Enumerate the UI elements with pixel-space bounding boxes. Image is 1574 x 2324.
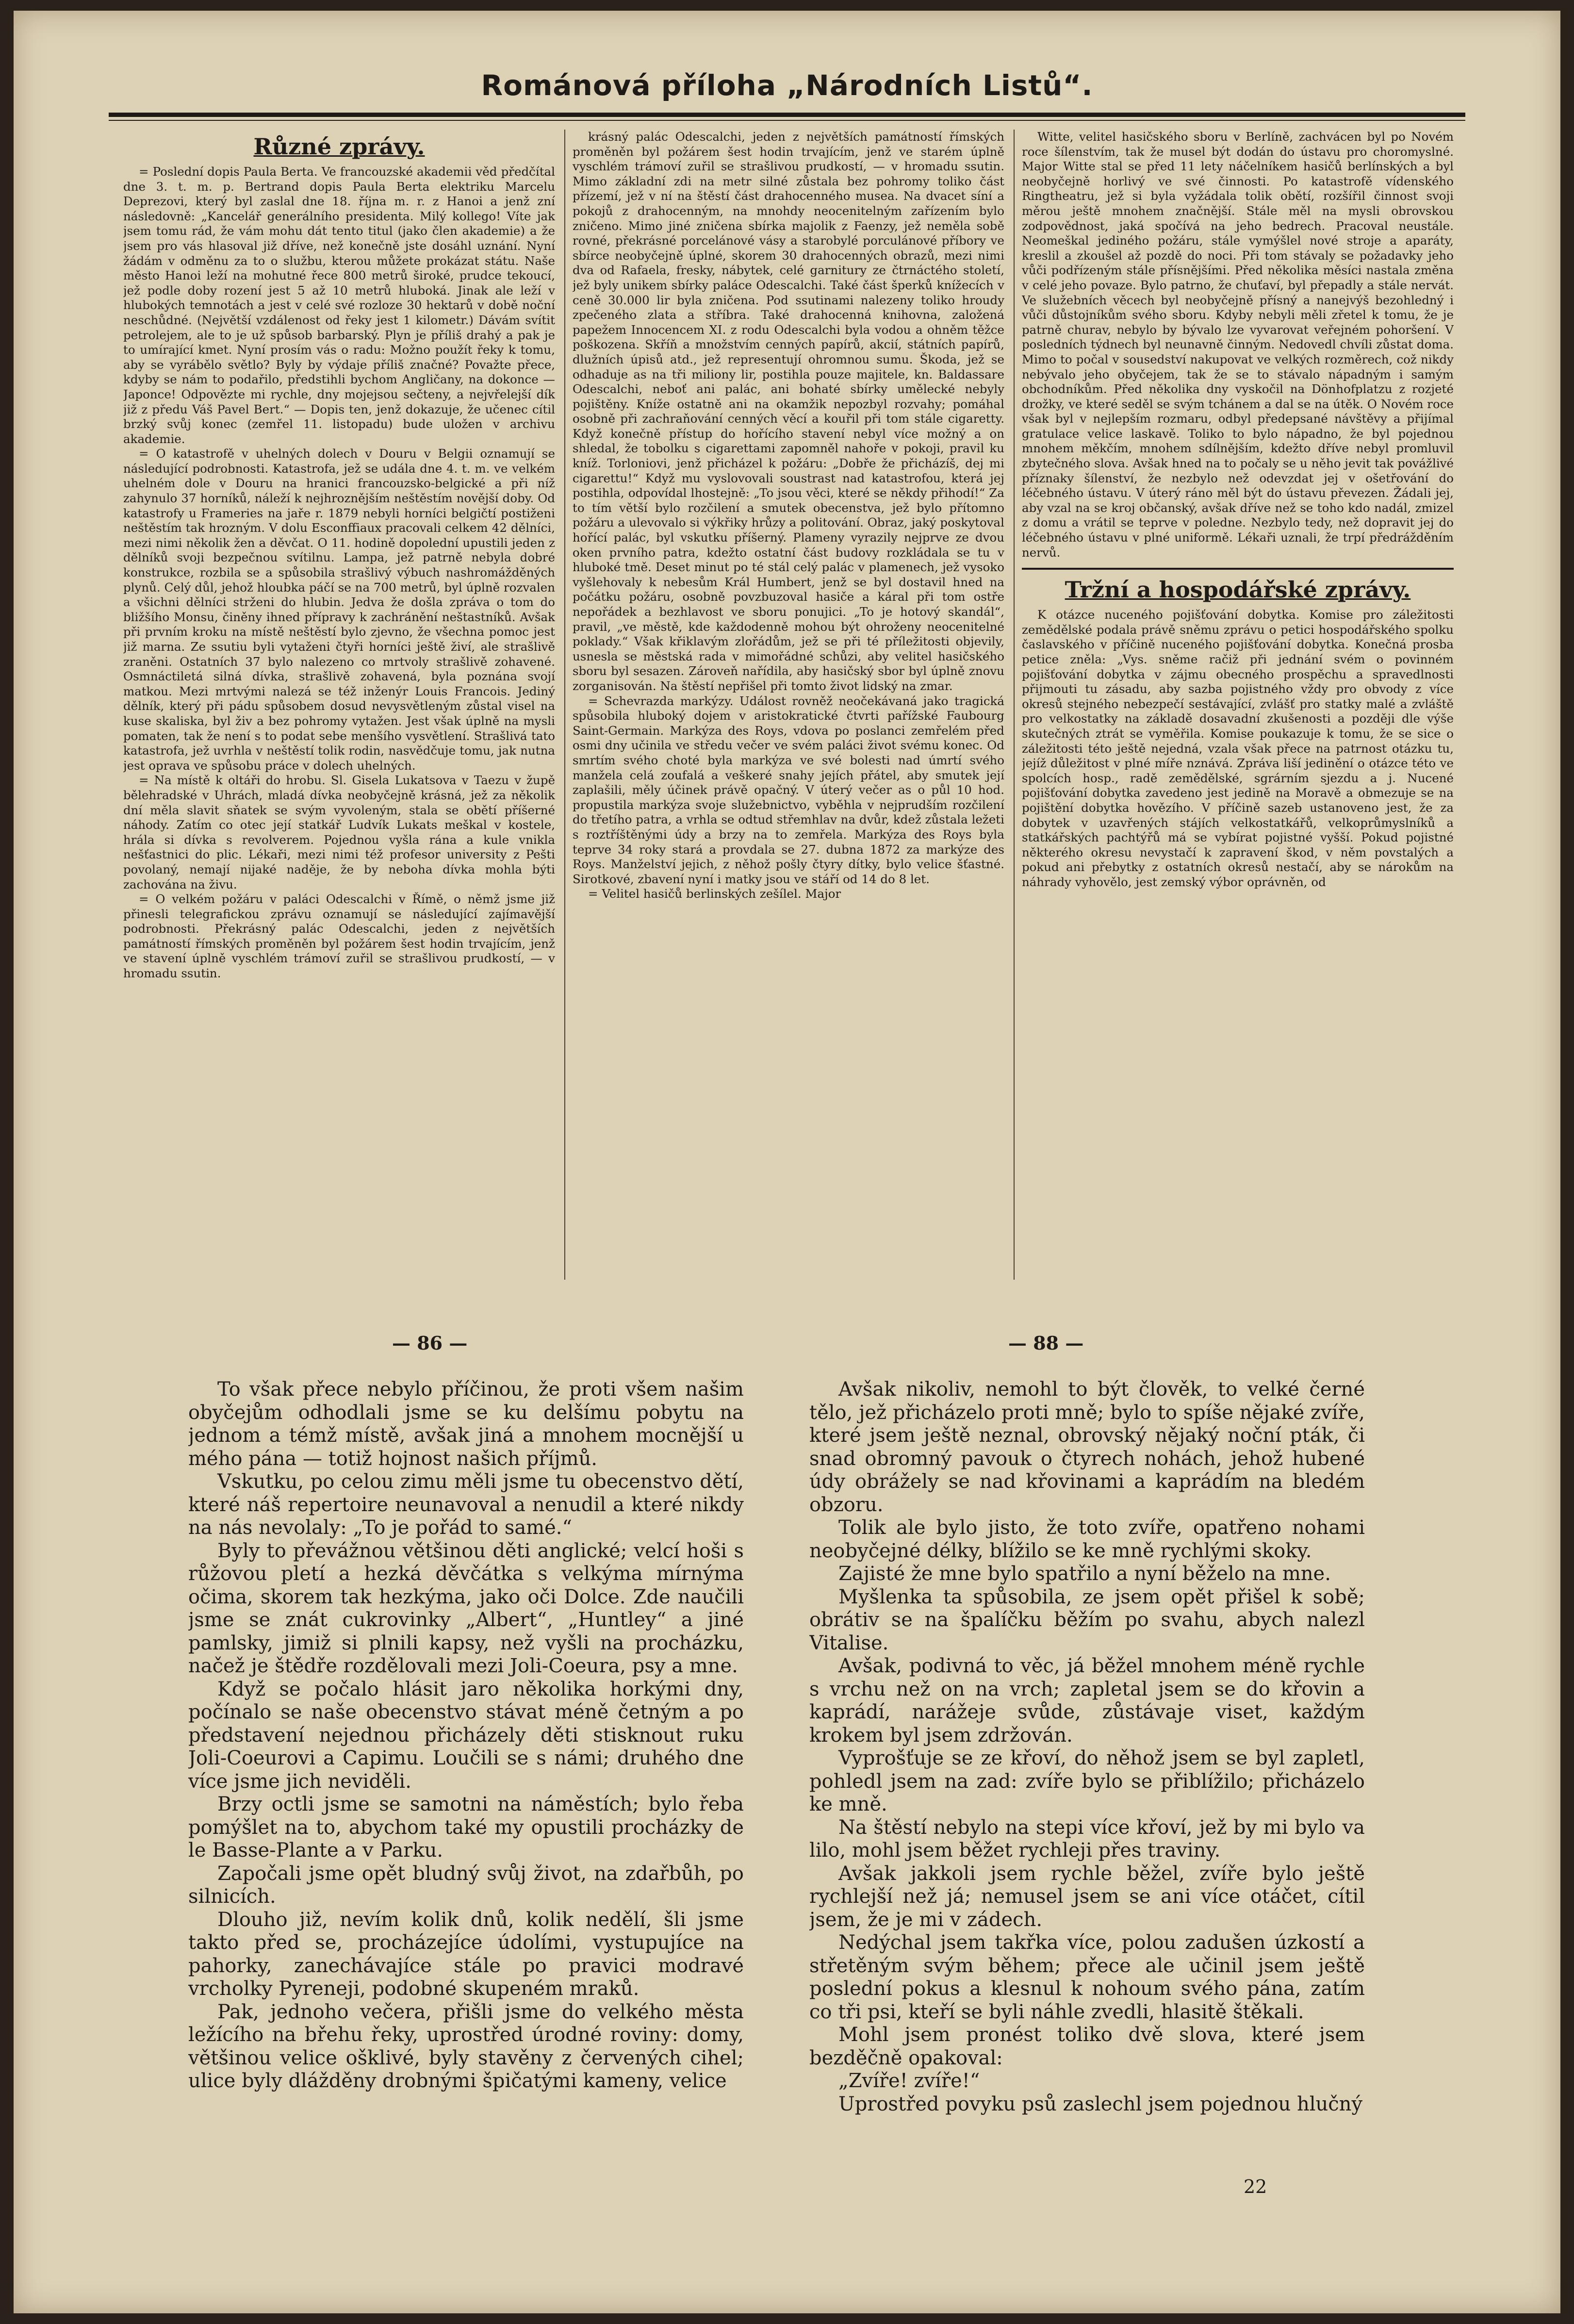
novel-paragraph: Tolik ale bylo jisto, že toto zvíře, opatřeno nohami neobyčejné délky, blížilo se ke mně rychlými skoky. bbox=[809, 1516, 1365, 1562]
section-divider bbox=[1022, 568, 1454, 570]
novel-paragraph: Vskutku, po celou zimu měli jsme tu obecenstvo dětí, které náš repertoire neunavoval a nenudil a které nikdy na nás nevolaly: „To je pořád to samé.“ bbox=[188, 1470, 744, 1539]
novel-column-left bbox=[188, 1378, 744, 2198]
novel-paragraph: Myšlenka ta spůsobila, ze jsem opět přišel k sobě; obrátiv se na špalíčku běžím po svahu, abych nalezl Vitalise. bbox=[809, 1585, 1365, 1654]
article-paragraph: = Velitel hasičů berlinských zešílel. Major bbox=[588, 887, 841, 901]
novel-paragraph: Pak, jednoho večera, přišli jsme do velkého města ležícího na břehu řeky, uprostřed úrodné roviny: domy, většinou velice ošklivé, byly stavěny z červených cihel; ulice byly dlážděny drobnými špičatými kameny, velice bbox=[188, 2000, 744, 2092]
novel-paragraph: Když se počalo hlásit jaro několika horkými dny, počínalo se naše obecenstvo stávat méně četným a po představení nejednou přicházely děti stisknout ruku Joli-Coeurovi a Capimu. Loučili se s námi; druhého dne více jsme jich neviděli. bbox=[188, 1678, 744, 1793]
novel-paragraph: Dlouho již, nevím kolik dnů, kolik nedělí, šli jsme takto před se, procházejíce údolími, vystupujíce na pahorky, zanechávajíce stále po pravici modravé vrcholky Pyreneji, podobné skupeném mraků. bbox=[188, 1908, 744, 2000]
novel-paragraph: Zajisté že mne bylo spatřilo a nyní běželo na mne. bbox=[838, 1563, 1331, 1585]
novel-paragraph: Avšak nikoliv, nemohl to být člověk, to velké černé tělo, jež přicházelo proti mně; bylo to spíše nějaké zvíře, které jsem ještě neznal, obrovský nějaký noční pták, či snad obromný pavouk o čtyrech nohách, jehož hubené údy obrážely se nad křovinami a kaprádím na bledém obzoru. bbox=[809, 1378, 1365, 1516]
novel-paragraph: Avšak jakkoli jsem rychle běžel, zvíře bylo ještě rychlejší než já; nemusel jsem se ani více otáčet, cítil jsem, že je mi v zádech. bbox=[809, 1862, 1365, 1931]
section-title-ruzne-zpravy: Různé zprávy. bbox=[253, 133, 425, 160]
article-paragraph: = O katastrofě v uhelných dolech v Douru v Belgii oznamují se následující podrobnosti. Katastrofa, jež se udála dne 4. t. m. ve velkém uhelném dole v Douru na hranici francouzsko-belgické a při níž zahynulo 37 horníků, náleží k nejhroznějším neštěstím novější doby. Od katastrofy u Frameries na jaře r. 1879 nebyli horníci belgičtí postiženi neštěstím tak hrozným. V dolu Esconffiaux pracovali celkem 42 dělníci, mezi nimi několik žen a děvčat. O 11. hodině dopolední upustili jeden z dělníků svoji bezpečnou svítilnu. Lampa, jež patrně nebyla dobré konstrukce, rozbila se a spůsobila strašlivý výbuch nashromážděných plynů. Celý důl, jehož hloubka páčí se na 700 metrů, byl úplně rozvalen a všichni dělníci strženi do hlubin. Jedva že došla zpráva o tom do bližšího Monsu, činěny ihned přípravy k zachránění neštastníků. Avšak při prvním kroku na místě neštěstí bylo zjevno, že všechna pomoc jest již marna. Ze ssutiu byli vytaženi čtyři horníci ještě živí, ale strašlivě zraněni. Ostatních 37 bylo nalezeno co mrtvoly strašlivě zohavené. Osmnáctiletá silná dívka, strašlivě zohavená, byla poznána svojí matkou. Mezi mrtvými nalezá se též inženýr Louis Francois. Jediný dělník, který při pádu spůsobem dosud nevysvětleným zůstal visel na kuse skaliska, byl živ a bez pohromy vytažen. Jest však úplně na mysli pomaten, tak že není s to podat sebe menšího vysvětlení. Strašlivá tato katastrofa, jež uvrhla v neštěstí tolik rodin, nasvědčuje tomu, jak nutna jest oprava ve spůsobu práce v dolech uhelných. bbox=[123, 446, 555, 773]
article-paragraph: = Na místě k oltáři do hrobu. Sl. Gisela Lukatsova v Taezu v župě bělehradské v Uhrách, mladá dívka neobyčejně krásná, jež za několik dní měla slavit sňatek se svým vyvoleným, stala se obětí příšerné náhody. Zatím co otec její statkář Ludvík Lukats meškal v kostele, hrála si dívka s revolverem. Pojednou vyšla rána a kule vnikla nešťastnici do plic. Lékaři, mezi nimi též profesor university z Pešti povolaný, nemají nijaké naděje, že by neboha dívka mohla býti zachována na živu. bbox=[123, 773, 555, 891]
corner-mark: 22 bbox=[1244, 2176, 1267, 2197]
column-3 bbox=[1022, 130, 1454, 1289]
novel-paragraph: Brzy octli jsme se samotni na náměstích; bylo řeba pomýšlet na to, abychom také my opustili procházky de le Basse-Plante a v Parku. bbox=[188, 1793, 744, 1862]
novel-paragraph: Mohl jsem pronést toliko dvě slova, které jsem bezděčně opakoval: bbox=[809, 2024, 1365, 2069]
article-paragraph: Witte, velitel hasičského sboru v Berlíně, zachvácen byl po Novém roce šílenstvím, tak že musel být dodán do ústavu pro choromyslné. Major Witte stal se před 11 lety náčelníkem hasičů berlínských a byl neobyčejně horlivý ve své činnosti. Po katastrofě vídenského Ringtheatru, jež si byla vyžádala tolik obětí, rozšířil činnost svoji měrou ještě mnohem značnější. Stále měl na mysli obrovskou zodpovědnost, jaká spočívá na jeho bedrech. Pracoval neustále. Neomeškal jediného požáru, stále vymýšlel nové stroje a aparáty, kreslil a zkoušel až pozdě do noci. Při tom stávaly se požadavky jeho vůči podřízeným stále přísnějšími. Před několika měsíci nastala změna v celé jeho povaze. Bylo patrno, že chuťaví, byl přepadly a stále nervát. Ve služebních věcech byl neobyčejně přísný a nanejvýš bezohledný i vůči důstojníkům svého sboru. Kdyby nebyli měli zřetel k tomu, že je patrně churav, nebylo by bývalo lze vyvarovat veřejném pohoršení. V posledních týdnech byl neunavně činným. Nedovedl chvíli zůstat doma. Mimo to počal v sousedství nakupovat ve velkých rozměrech, což nikdy nebývalo jeho obyčejem, tak že se to stávalo nápadným i samým obchodníkům. Před několika dny vyskočil na Dönhofplatzu z rozjeté drožky, ve které seděl se svým tchánem a dal se na útěk. O Novém roce však byl v nejlepším rozmaru, odbyl předepsané návštěvy a přijímal gratulace velice laskavě. Toliko to bylo nápadno, že byl pojednou mnohem měkčím, mnohem sdílnějším, kdežto dříve nebyl promluvil zbytečného slova. Avšak hned na to počaly se u něho jevit tak povážlivé příznaky šílenství, že nezbylo než odevzdat jej v ošetřování do léčebného ústavu. V úterý ráno měl být do ústavu převezen. Žádali jej, aby vzal na se kroj občanský, avšak dříve než se toho kdo nadál, zmizel z domu a vrátil se teprve v poledne. Nezbylo tedy, než dopravit jej do léčebného ústavu v plné uniformě. Lékaři uznali, že trpí předrážděním nervů. bbox=[1022, 130, 1454, 560]
novel-paragraph: Nedýchal jsem takřka více, polou zadušen úzkostí a střetěným svým během; přece ale učinil jsem ještě poslední pokus a klesnul k nohoum svého pána, zatím co tři psi, kteří se byli náhle zvedli, hlasitě štěkali. bbox=[809, 1931, 1365, 2023]
novel-column-right bbox=[809, 1378, 1365, 2198]
page-header: Románová příloha „Národních Listů“. bbox=[481, 69, 1093, 102]
header-rule-thin bbox=[109, 120, 1465, 121]
article-paragraph: = Poslední dopis Paula Berta. Ve francouzské akademii věd předčítal dne 3. t. m. p. Bertrand dopis Paula Berta elektriku Marcelu Deprezovi, který byl zaslal dne 18. října m. r. z Hanoi a jenž zní následovně: „Kancelář generálního presidenta. Milý kollego! Víte jak jsem tomu rád, že vám mohu dát tento titul (jako člen akademie) a že jsem pro vás hlasoval již dříve, než konečně jste dosáhl uznání. Nyní žádám v odměnu za to o službu, kterou můžete prokázat státu. Naše město Hanoi leží na mohutné řece 800 metrů široké, prudce tekoucí, jež podle doby rození jest 5 až 10 metrů hluboká. Jinak ale leží v hlubokých temnotách a jest v celé své rozloze 30 hektarů v době noční neschůdné. (Největší vzdálenost od řeky jest 1 kilometr.) Dávám svítit petrolejem, ale to je už spůsob barbarský. Plyn je příliš drahý a pak je to umírající kmet. Nyní prosím vás o radu: Možno použít řeky k tomu, aby se vyrábělo světlo? Byly by výdaje příliš značné? Považte přece, kdyby se nám to podařilo, předstihli bychom Angličany, na dokonce — Japonce! Odpovězte mi rychle, dny mojejsou sečteny, a nejvřelejší dík již z předu Váš Pavel Bert.“ — Dopis ten, jenž dokazuje, že učenec cítil brzký svůj konec (zemřel 11. listopadu) bude uložen v archivu akademie. bbox=[123, 165, 555, 446]
novel-paragraph: Uprostřed povyku psů zaslechl jsem pojednou hlučný bbox=[838, 2093, 1363, 2115]
column-divider bbox=[564, 130, 565, 1280]
novel-paragraph: Na štěstí nebylo na stepi více křoví, jež by mi bylo va lilo, mohl jsem běžet rychleji přes traviny. bbox=[809, 1816, 1365, 1862]
column-1 bbox=[123, 130, 555, 1285]
novel-paragraph: Započali jsme opět bludný svůj život, na zdařbůh, po silnicích. bbox=[188, 1862, 744, 1908]
novel-paragraph: Avšak, podivná to věc, já běžel mnohem méně rychle s vrchu než on na vrch; zapletal jsem se do křovin a kaprádí, narážeje svůde, zůstávaje viset, každým krokem byl jsem zdržován. bbox=[809, 1655, 1365, 1747]
article-paragraph: = Schevrazda markýzy. Událost rovněž neočekávaná jako tragická spůsobila hluboký dojem v aristokratické čtvrti pařížské Faubourg Saint-Germain. Markýza des Roys, vdova po poslanci zemřelém před osmi dny učinila ve středu večer ve svém paláci život svému konec. Od smrtím svého choté byla markýza ve své bolesti nad úmrtí svého manžela celá zoufalá a veškeré snahy jejích přátel, aby smutek její zaplašili, měly účinek právě opačný. V úterý večer as o půl 10 hod. propustila markýza svoje služebnictvo, vyběhla v nejprudším rozčilení do třetího patra, a vrhla se odtud střemhlav na dvůr, kdež zůstala ležeti s roztříštěnými údy a brzy na to zemřela. Markýza des Roys byla teprve 34 roky stará a provdala se 27. dubna 1872 za markýze des Roys. Manželství jejich, z něhož pošly čtyry dítky, bylo velice šťastné. Sirotkové, zbavení nyní i matky jsou ve stáří od 14 do 8 let. bbox=[573, 693, 1004, 886]
article-paragraph: krásný palác Odescalchi, jeden z největších památností římských proměněn byl požárem šest hodin trvajícím, jenž ve starém úplně vyschlém trámoví zuřil se strašlivou prudkostí, — v hromadu ssutin. Mimo základní zdi na metr silné zůstala bez pohromy toliko část přízemí, jež v ní na štěstí část drahocenného musea. Na dvacet síní a pokojů z drahocenným, na mnohdy neocenitelným zařízením bylo zničeno. Mimo jiné zničena sbírka majolik z Faenzy, jež neměla sobě rovné, překrásné porcelánové vásy a starobylé porculánové příbory ve sbírce neobyčejně úplné, skorem 30 drahocenných obrazů, mezi nimi dva od Rafaela, fresky, nábytek, celé garnitury ze čtrnáctého století, jež byly unikem sbírky paláce Odescalchi. Také část šperků knížecích v ceně 30.000 lir byla zničena. Pod ssutinami nalezeny toliko hroudy zpečeného zlata a stříbra. Také drahocenná knihovna, založená papežem Innocencem XI. z rodu Odescalchi byla vodou a ohněm těžce poškozena. Skříň a množstvím cenných papírů, akcií, státních papírů, dlužních úpisů atd., jež representují ohromnou sumu. Škoda, jež se odhaduje as na tři miliony lir, postihla pouze majitele, kn. Baldassare Odescalchi, neboť ani palác, ani bohaté sbírky umělecké nebyly pojištěny. Kníže ostatně ani na okamžik nepozbyl rozvahy; pomáhal osobně při zachraňování cenných věcí a kouřil při tom stále cigaretty. Když konečně přístup do hořícího stavení nebyl více možný a on shledal, že tobolku s cigarettami zapomněl nahoře v pokoji, pravil ku kníž. Torloniovi, jenž přicházel k požáru: „Dobře že přicházíš, dej mi cigarettu!“ Když mu vyslovovali soustrast nad katastrofou, která jej postihla, odpovídal lhostejně: „To jsou věci, které se někdy přihodí!“ Za to tím větší bylo rozčilení a smutek obecenstva, jež bylo přítomno požáru a ulevovalo si výkřiky hrůzy a politování. Obraz, jaký poskytoval hořící palác, byl vskutku příšerný. Plameny vyrazily nejprve ze dvou oken prvního patra, kdežto ostatní část budovy rozkládala se tu v hluboké tmě. Deset minut po té stál celý palác v plamenech, jež vysoko vyšlehovaly k nebesům Král Humbert, jenž se byl dostavil hned na počátku požáru, osobně povzbuzoval hasiče a káral při tom ostře nepořádek a bezhlavost ve sboru ponujici. „To je hotový skandál“, pravil, „ve městě, kde každodenně mohou být ohroženy neocenitelné poklady.“ Však křiklavým zlořádům, jež se při té příležitosti objevily, usnesla se městská rada v mimořádné schůzi, aby velitel hasičského sboru byl sesazen. Zároveň nařídila, aby hasičský sbor byl úplně znovu zorganisován. Na štěstí nepřišel při tomto život lidský na zmar. bbox=[573, 130, 1004, 693]
page-number-left: — 86 — bbox=[392, 1332, 468, 1354]
newspaper-page bbox=[14, 11, 1560, 2313]
column-2 bbox=[573, 130, 1004, 1289]
novel-paragraph: Byly to převážnou většinou děti anglické; velcí hoši s růžovou pletí a hezká děvčátka s velkýma mírnýma očima, skorem tak hezkýma, jako oči Dolce. Zde naučili jsme se znát cukrovinky „Albert“, „Huntley“ a jiné pamlsky, jimiž si plnili kapsy, než vyšli na procházku, načež je štědře rozdělovali mezi Joli-Coeura, psy a mne. bbox=[188, 1539, 744, 1677]
column-divider bbox=[1014, 130, 1015, 1280]
novel-paragraph: „Zvíře! zvíře!“ bbox=[838, 2070, 980, 2092]
article-paragraph: K otázce nuceného pojišťování dobytka. Komise pro záležitosti zemědělské podala právě sněmu zprávu o petici hospodářského spolku časlavského v příčině nuceného pojišťování dobytka. Konečná prosba petice zněla: „Vys. sněme račiž při jednání svém o povinném pojišťování dobytka v zájmu obecného prospěchu a spravedlnosti přijmouti tu zásadu, aby sazba pojistného vždy pro obvody z více okresů stejného nebezpečí sestávající, zvlášť pro statky malé a zvláště pro velkostatky na základě dosavadní zkušenosti a později dle výše skutečných ztrát se vyměřila. Komise poukazuje k tomu, že se sice o záležitosti této ještě nejedná, vzala však přece na patrnost otázku tu, jejíž důležitost v plné míře nznává. Zpráva liší jedinění o otázce této ve spolcích hosp., radě zemědělské, sgrárním sjezdu a j. Nucené pojišťování dobytka zavedeno jest jedině na Moravě a obmezuje se na pojištění dobytka hovězího. V příčině sazeb ustanoveno jest, že za dobytek v uzavřených stájích velkostatkářů, velkoprůmyslníků a statkářských pachtýřů má se vybírat pojistné vyšší. Pokud pojistné některého okresu nevystačí k zapravení škod, v něm povstalých a pokud ani přebytky z ostatních okresů nestačí, aby se nárokům na náhrady vyhovělo, jest zemský výbor oprávněn, od bbox=[1022, 608, 1454, 889]
section-title-trzni-zpravy: Tržní a hospodářské zprávy. bbox=[1065, 577, 1411, 603]
header-rule-thick bbox=[109, 113, 1465, 117]
page-number-right: — 88 — bbox=[1008, 1332, 1084, 1354]
novel-paragraph: Vyprošťuje se ze křoví, do něhož jsem se byl zapletl, pohledl jsem na zad: zvíře bylo se přiblížilo; přicházelo ke mně. bbox=[809, 1747, 1365, 1815]
article-paragraph: = O velkém požáru v paláci Odescalchi v Římě, o němž jsme již přinesli telegrafickou zprávu oznamují se následující zajímavější podrobnosti. Překrásný palác Odescalchi, jeden z největších památností římských proměněn byl požárem šest hodin trvajícím, jenž ve stavení úplně vyschlém trámoví zuřil se strašlivou prudkostí, — v hromadu ssutin. bbox=[123, 892, 555, 981]
novel-paragraph: To však přece nebylo příčinou, že proti všem našim obyčejům odhodlali jsme se ku delšímu pobytu na jednom a témž místě, avšak jiná a mnohem mocnější u mého pána — totiž hojnost našich příjmů. bbox=[188, 1378, 744, 1470]
